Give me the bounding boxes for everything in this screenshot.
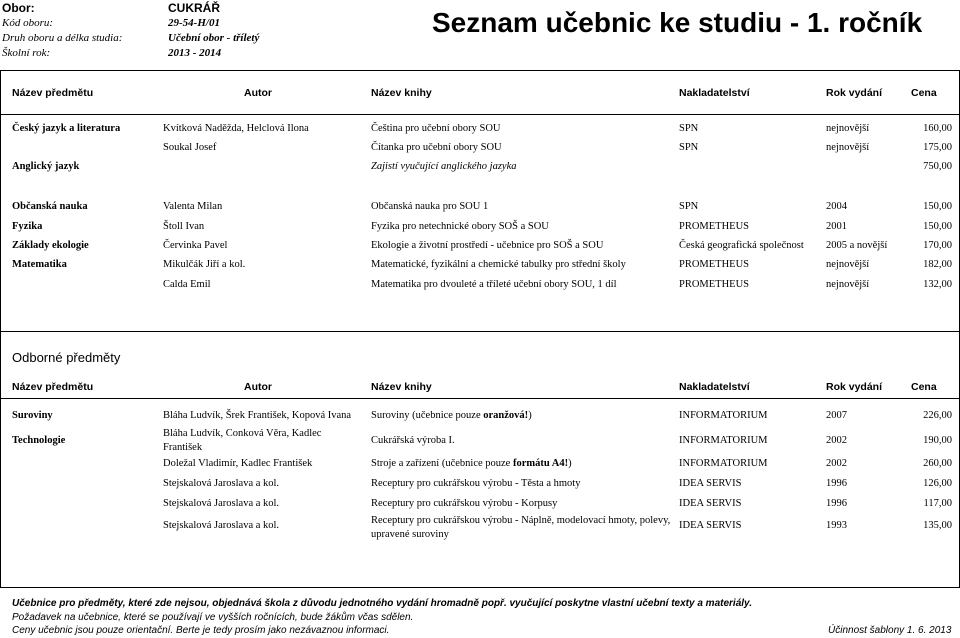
row-kniha: Matematické, fyzikální a chemické tabulky pro střední školy: [371, 259, 626, 270]
obor-value: CUKRÁŘ: [168, 1, 220, 15]
divider: [0, 331, 960, 332]
header-predmet: Název předmětu: [12, 87, 94, 99]
row-autor: Kvítková Naděžda, Helclová Ilona: [163, 123, 309, 134]
row-kniha-emphasis: oranžová!: [483, 410, 529, 421]
row-cena: 190,00: [923, 435, 952, 446]
row-kniha-end: ): [528, 410, 532, 421]
row-predmet: Český jazyk a literatura: [12, 123, 121, 134]
row-nakl: SPN: [679, 142, 699, 153]
row-kniha: Receptury pro cukrářskou výrobu - Náplně, modelovací hmoty, polevy, upravené suroviny: [371, 515, 671, 540]
row-cena: 750,00: [923, 161, 952, 172]
row-cena: 126,00: [923, 478, 952, 489]
divider: [0, 114, 960, 115]
header-cena: Cena: [911, 381, 937, 393]
page-title: Seznam učebnic ke studiu - 1. ročník: [432, 7, 923, 38]
template-validity: Účinnost šablony 1. 6. 2013: [828, 625, 952, 636]
row-rok: 2005 a novější: [826, 240, 888, 251]
row-kniha-text: Suroviny (učebnice pouze: [371, 410, 484, 421]
row-kniha: Matematika pro dvouleté a tříleté učební obory SOU, 1 díl: [371, 279, 617, 290]
row-kniha-emphasis: formátu A4!: [512, 458, 569, 469]
row-predmet: Občanská nauka: [12, 201, 88, 212]
row-autor: Červinka Pavel: [163, 240, 228, 251]
row-cena: 226,00: [923, 410, 952, 421]
row-cena: 135,00: [923, 520, 952, 531]
row-autor: Valenta Milan: [163, 201, 223, 212]
row-rok: nejnovější: [826, 123, 870, 134]
row-nakl: SPN: [679, 201, 699, 212]
row-autor: Bláha Ludvík, Šrek František, Kopová Ivana: [163, 410, 352, 421]
header-cena: Cena: [911, 87, 937, 99]
row-rok: nejnovější: [826, 259, 870, 270]
footer-note-2: Požadavek na učebnice, které se používají ve vyšších ročnících, bude žákům včas sdělen.: [12, 612, 414, 623]
row-predmet: Základy ekologie: [12, 240, 89, 251]
row-rok: 2002: [826, 435, 847, 446]
footer-note-1: Učebnice pro předměty, které zde nejsou, objednává škola z důvodu jednotného vydání hromadně popř. vyučující poskytne vlastní učební texty a materiály.: [12, 598, 753, 609]
row-nakl: IDEA SERVIS: [679, 478, 742, 489]
header-rok: Rok vydání: [826, 87, 883, 99]
divider: [0, 70, 960, 71]
row-nakl: PROMETHEUS: [679, 221, 750, 232]
row-cena: 175,00: [923, 142, 952, 153]
divider: [0, 587, 960, 588]
rok-value: 2013 - 2014: [168, 47, 222, 59]
row-autor: Soukal Josef: [163, 142, 217, 153]
row-predmet: Matematika: [12, 259, 67, 270]
row-predmet: Suroviny: [12, 410, 53, 421]
row-rok: nejnovější: [826, 142, 870, 153]
header-kniha: Název knihy: [371, 381, 432, 393]
row-rok: 1996: [826, 478, 847, 489]
row-kniha: [371, 458, 572, 469]
divider: [0, 398, 960, 399]
row-cena: 117,00: [923, 498, 952, 509]
row-rok: 1996: [826, 498, 847, 509]
row-autor: Stejskalová Jaroslava a kol.: [163, 478, 280, 489]
row-cena: 132,00: [923, 279, 952, 290]
row-nakl: IDEA SERVIS: [679, 498, 742, 509]
left-border: [0, 70, 1, 587]
kod-label: Kód oboru:: [2, 17, 54, 29]
header-autor: Autor: [244, 381, 272, 393]
kod-value: 29-54-H/01: [168, 17, 220, 29]
header-kniha: Název knihy: [371, 87, 432, 99]
row-nakl: INFORMATORIUM: [679, 458, 768, 469]
obor-label: Obor:: [2, 1, 35, 15]
header-nakladatelstvi: Nakladatelství: [679, 381, 750, 393]
header-autor: Autor: [244, 87, 272, 99]
row-autor: Bláha Ludvík, Conková Věra, Kadlec František: [163, 428, 322, 453]
header-rok: Rok vydání: [826, 381, 883, 393]
row-nakl: PROMETHEUS: [679, 259, 750, 270]
row-rok: 2001: [826, 221, 847, 232]
row-autor: Stejskalová Jaroslava a kol.: [163, 498, 280, 509]
row-nakl: INFORMATORIUM: [679, 435, 768, 446]
rok-label: Školní rok:: [2, 47, 51, 59]
row-cena: 260,00: [923, 458, 952, 469]
row-rok: 2004: [826, 201, 847, 212]
row-autor: Stejskalová Jaroslava a kol.: [163, 520, 280, 531]
row-kniha: Občanská nauka pro SOU 1: [371, 201, 489, 212]
row-cena: 160,00: [923, 123, 952, 134]
row-kniha: Receptury pro cukrářskou výrobu - Korpusy: [371, 498, 558, 509]
section-title: Odborné předměty: [12, 350, 121, 365]
row-cena: 182,00: [923, 259, 952, 270]
row-cena: 170,00: [923, 240, 952, 251]
footer-note-3: Ceny učebnic jsou pouze orientační. Berte je tedy prosím jako nezávaznou informaci.: [12, 625, 390, 636]
row-rok: 2002: [826, 458, 847, 469]
row-rok: nejnovější: [826, 279, 870, 290]
row-nakl: SPN: [679, 123, 699, 134]
row-kniha: Čeština pro učební obory SOU: [371, 123, 501, 134]
druh-value: Učební obor - tříletý: [168, 32, 260, 44]
row-kniha: Fyzika pro netechnické obory SOŠ a SOU: [371, 221, 549, 232]
row-kniha: [371, 410, 532, 421]
row-kniha: Receptury pro cukrářskou výrobu - Těsta a hmoty: [371, 478, 581, 489]
row-nakl: PROMETHEUS: [679, 279, 750, 290]
row-autor: Doležal Vladimír, Kadlec František: [163, 458, 313, 469]
row-nakl: IDEA SERVIS: [679, 520, 742, 531]
row-kniha: Zajistí vyučující anglického jazyka: [371, 161, 517, 172]
row-predmet: Technologie: [12, 435, 66, 446]
row-cena: 150,00: [923, 201, 952, 212]
druh-label: Druh oboru a délka studia:: [2, 32, 123, 44]
row-autor: Mikulčák Jiří a kol.: [163, 259, 246, 270]
row-kniha: Čítanka pro učební obory SOU: [371, 142, 502, 153]
row-rok: 1993: [826, 520, 847, 531]
row-autor: Štoll Ivan: [163, 221, 205, 232]
row-kniha-text: Stroje a zařízení (učebnice pouze: [371, 458, 513, 469]
row-cena: 150,00: [923, 221, 952, 232]
row-nakl: Česká geografická společnost: [679, 240, 804, 251]
row-kniha-end: ): [568, 458, 572, 469]
row-autor: Calda Emil: [163, 279, 211, 290]
row-kniha: Ekologie a životní prostředí - učebnice pro SOŠ a SOU: [371, 240, 604, 251]
header-nakladatelstvi: Nakladatelství: [679, 87, 750, 99]
row-predmet: Fyzika: [12, 221, 43, 232]
row-rok: 2007: [826, 410, 847, 421]
header-predmet: Název předmětu: [12, 381, 94, 393]
row-kniha: Cukrářská výroba I.: [371, 435, 455, 446]
row-nakl: INFORMATORIUM: [679, 410, 768, 421]
row-predmet: Anglický jazyk: [12, 161, 80, 172]
